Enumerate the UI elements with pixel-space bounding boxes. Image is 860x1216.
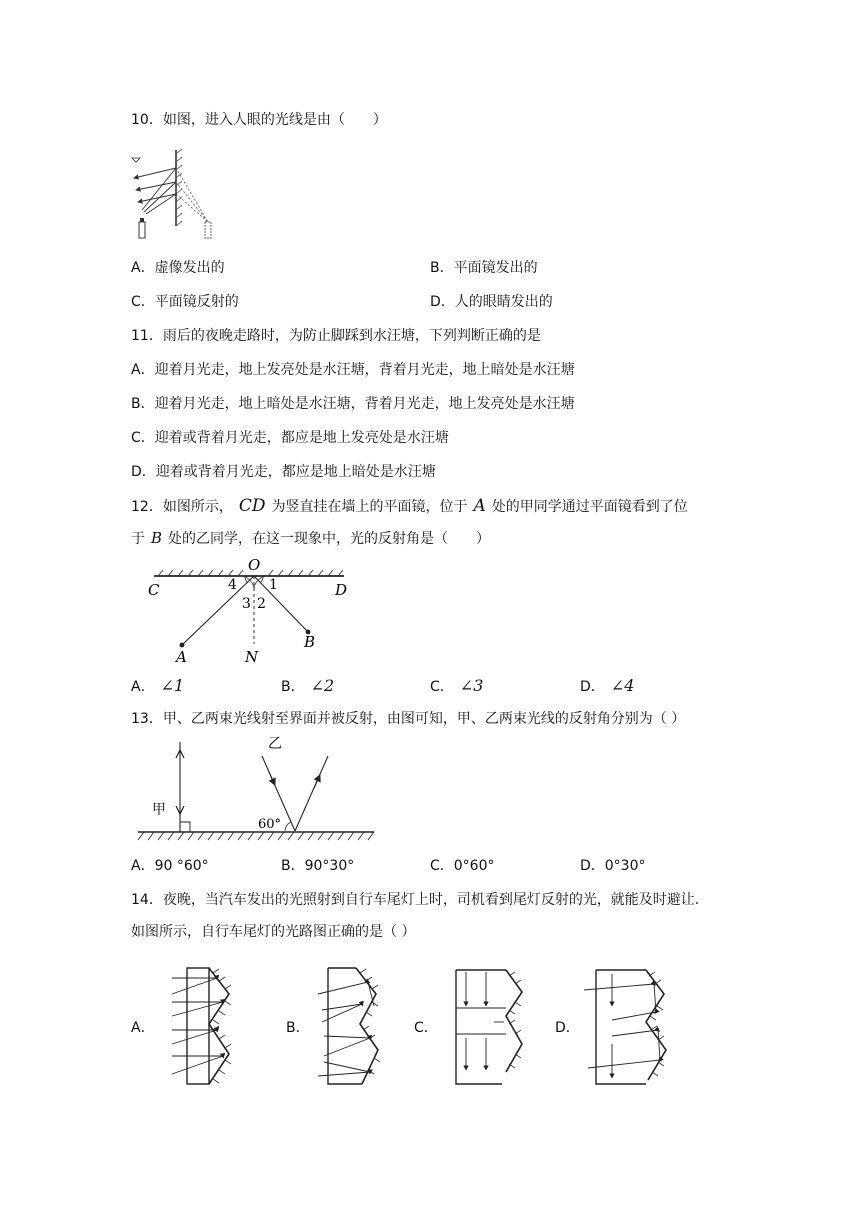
q12-option-a-letter: A． [131,679,155,695]
q14-figure-a [170,964,260,1088]
q14-option-b[interactable]: B． [286,1020,310,1036]
q14-stem-line1: 14．夜晚，当汽车发出的光照射到自行车尾灯上时，司机看到尾灯反射的光，就能及时避让. [131,892,700,908]
q14-option-d[interactable]: D． [555,1020,580,1036]
q12-option-a[interactable] [131,676,184,697]
q10-option-a[interactable]: A．虚像发出的 [131,260,225,276]
q12-stem-line1 [131,496,688,517]
q12-line2-part1: 于 [131,531,145,547]
q14-option-c[interactable]: C． [414,1020,438,1036]
q13-option-c[interactable]: C．0°60° [430,858,495,874]
q13-figure [138,734,378,846]
q10-stem: 10．如图，进入人眼的光线是由（ ） [131,112,387,128]
q12-option-c-value: ∠3 [459,676,484,695]
q12-stem-part1: 12．如图所示， [131,499,233,515]
q12-label-2: 2 [257,596,266,612]
q12-stem-part3: 处的甲同学通过平面镜看到了位 [491,499,688,515]
q13-label-jia: 甲 [152,802,166,818]
q12-mirror-cd: CD [238,496,266,516]
q13-option-a[interactable]: A．90 °60° [131,858,209,874]
q12-option-c[interactable] [430,676,483,697]
q14-stem-line2: 如图所示，自行车尾灯的光路图正确的是（ ） [131,924,416,940]
q13-option-d[interactable]: D．0°30° [580,858,646,874]
q14-figure-c [444,964,534,1088]
q13-stem: 13．甲、乙两束光线射至界面并被反射，由图可知，甲、乙两束光线的反射角分别为（ ） [131,711,686,727]
q12-label-d: D [335,581,348,599]
q10-option-b[interactable]: B．平面镜发出的 [430,260,538,276]
q12-option-d-letter: D． [580,679,605,695]
q12-label-b: B [304,633,316,651]
q12-option-a-value: ∠1 [160,676,185,695]
q12-option-d-value: ∠4 [610,676,635,695]
q11-option-d[interactable]: D．迎着或背着月光走，都应是地上暗处是水汪塘 [131,464,436,480]
q12-option-c-letter: C． [430,679,454,695]
q11-option-a[interactable]: A．迎着月光走，地上发亮处是水汪塘，背着月光走，地上暗处是水汪塘 [131,362,575,378]
q12-label-1: 1 [269,577,278,593]
q12-option-d[interactable] [580,676,634,697]
q10-figure [128,148,218,243]
q12-line2-part2: 处的乙同学，在这一现象中，光的反射角是（ ） [168,531,491,547]
q12-label-n: N [245,648,259,666]
q12-stem-line2 [131,528,490,549]
q12-option-b-value: ∠2 [310,676,335,695]
q13-label-angle: 60° [258,817,282,832]
q11-option-c[interactable]: C．迎着或背着月光走，都应是地上发亮处是水汪塘 [131,430,449,446]
q14-figure-b [316,964,406,1088]
q13-label-yi: 乙 [268,736,282,752]
q12-point-b: B [151,529,163,547]
q12-stem-part2: 为竖直挂在墙上的平面镜，位于 [271,499,468,515]
q13-option-b[interactable]: B．90°30° [281,858,355,874]
q11-option-b[interactable]: B．迎着月光走，地上暗处是水汪塘，背着月光走，地上发亮处是水汪塘 [131,396,575,412]
q12-label-o: O [248,556,261,574]
q12-option-b-letter: B． [281,679,305,695]
q14-figure-d [582,964,672,1088]
q11-stem: 11．雨后的夜晚走路时，为防止脚踩到水汪塘，下列判断正确的是 [131,328,541,344]
q12-label-3: 3 [242,596,251,612]
q10-option-c[interactable]: C．平面镜反射的 [131,294,239,310]
q12-label-4: 4 [228,577,237,593]
q14-option-a[interactable]: A． [131,1020,155,1036]
q12-point-a: A [473,496,486,516]
q10-option-d[interactable]: D．人的眼睛发出的 [430,294,553,310]
q12-figure [144,556,354,668]
q12-option-b[interactable] [281,676,334,697]
q12-label-c: C [148,581,160,599]
q12-label-a: A [176,648,187,666]
